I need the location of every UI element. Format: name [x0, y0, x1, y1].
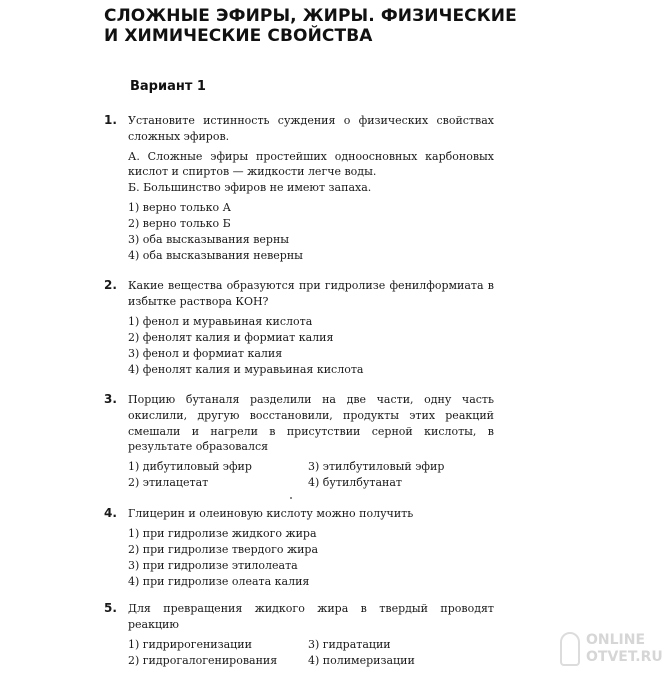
title-line-2: И ХИМИЧЕСКИЕ СВОЙСТВА	[104, 26, 373, 46]
question-text: Глицерин и олеиновую кислоту можно получить	[128, 507, 414, 520]
statement-b: Б. Большинство эфиров не имеют запаха.	[128, 181, 372, 195]
answer-option[interactable]: 4) полимеризации	[308, 653, 415, 667]
page-title	[104, 6, 517, 46]
answer-option[interactable]: 1) гидрирогенизации	[128, 637, 252, 651]
question-text: Установите истинность суждения о физических свойствах сложных эфиров.	[128, 114, 494, 143]
answer-option[interactable]: 2) верно только Б	[128, 216, 231, 230]
answer-option[interactable]: 3) оба высказывания верны	[128, 232, 290, 246]
answer-options	[128, 637, 494, 669]
question-number: 1.	[104, 113, 117, 127]
answer-option[interactable]: 3) гидратации	[308, 637, 391, 651]
answer-options	[128, 314, 494, 378]
answer-option[interactable]: 2) этилацетат	[128, 476, 209, 490]
question-number: 3.	[104, 392, 117, 406]
answer-option[interactable]: 2) при гидролизе твердого жира	[128, 542, 319, 556]
title-line-1: СЛОЖНЫЕ ЭФИРЫ, ЖИРЫ. ФИЗИЧЕСКИЕ	[104, 6, 517, 26]
question-1	[104, 113, 494, 264]
answer-option[interactable]: 4) оба высказывания неверны	[128, 248, 303, 262]
answer-option[interactable]: 4) фенолят калия и муравьиная кислота	[128, 362, 364, 376]
answer-option[interactable]: 3) фенол и формиат калия	[128, 346, 283, 360]
lightbulb-icon	[560, 632, 580, 666]
question-3	[104, 392, 494, 491]
question-text: Какие вещества образуются при гидролизе фенилформиата в избытке раствора КОН?	[128, 279, 494, 308]
watermark-text: ONLINE OTVET.RU	[586, 632, 663, 665]
question-number: 2.	[104, 278, 117, 292]
question-2	[104, 278, 494, 378]
question-number: 5.	[104, 601, 117, 615]
answer-option[interactable]: 4) бутилбутанат	[308, 476, 402, 490]
question-text: Порцию бутаналя разделили на две части, одну часть окислили, другую восстановили, продукты этих реакций смешали и нагрели в присутствии серной кислоты, в результате образовался	[128, 393, 494, 454]
answer-option[interactable]: 4) при гидролизе олеата калия	[128, 574, 310, 588]
variant-heading: Вариант 1	[130, 79, 206, 94]
answer-option[interactable]: 1) дибутиловый эфир	[128, 460, 252, 474]
answer-option[interactable]: 1) фенол и муравьиная кислота	[128, 314, 313, 328]
question-number: 4.	[104, 506, 117, 520]
answer-option[interactable]: 3) при гидролизе этилолеата	[128, 558, 298, 572]
answer-options	[128, 459, 494, 491]
answer-option[interactable]: 2) фенолят калия и формиат калия	[128, 330, 334, 344]
answer-option[interactable]: 1) верно только А	[128, 200, 231, 214]
question-text: Для превращения жидкого жира в твердый проводят реакцию	[128, 602, 494, 631]
answer-options	[128, 526, 494, 590]
question-4	[104, 506, 494, 590]
answer-option[interactable]: 1) при гидролизе жидкого жира	[128, 526, 317, 540]
statement-a: А. Сложные эфиры простейших одноосновных карбоновых кислот и спиртов — жидкости легче воды.	[128, 149, 494, 179]
question-5	[104, 601, 494, 669]
watermark	[560, 630, 663, 680]
print-speck	[290, 497, 292, 499]
answer-option[interactable]: 3) этилбутиловый эфир	[308, 460, 445, 474]
answer-option[interactable]: 2) гидрогалогенирования	[128, 653, 278, 667]
answer-options	[128, 200, 494, 264]
